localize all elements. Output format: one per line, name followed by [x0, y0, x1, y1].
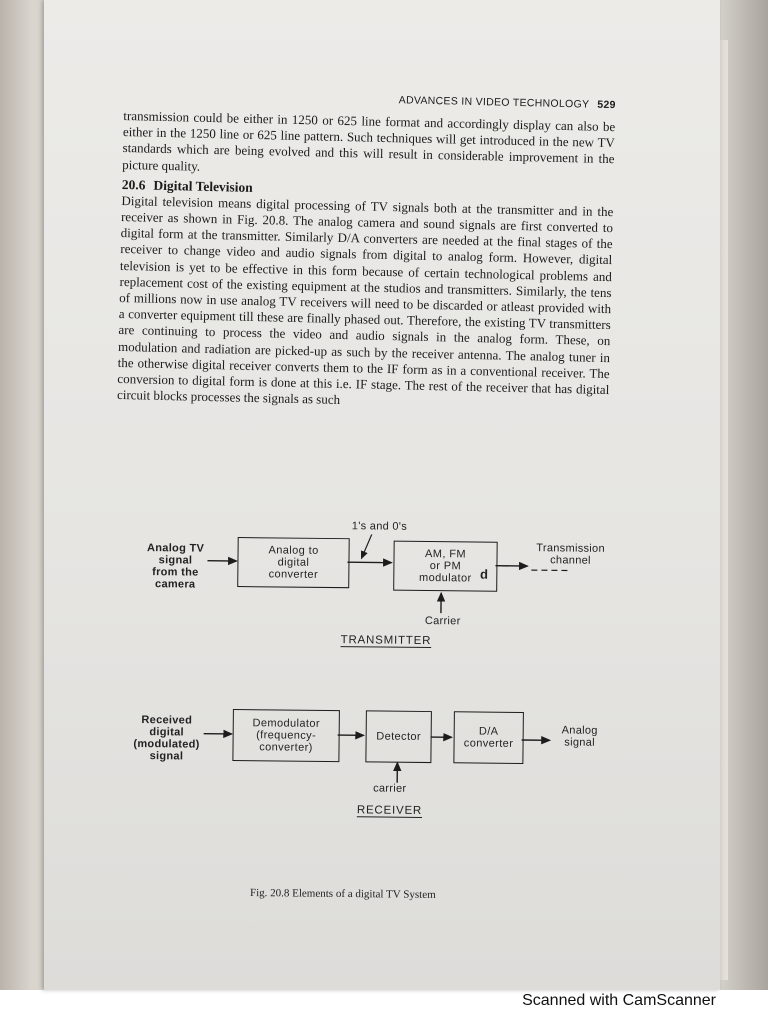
tx-carrier-label: Carrier — [424, 614, 461, 628]
demodulator-box: Demodulator (frequency- converter) — [232, 709, 340, 762]
page-text — [117, 88, 616, 415]
adc-box: Analog to digital converter — [237, 537, 350, 588]
figure-20-8 — [133, 510, 630, 845]
dac-box: D/A converter — [453, 711, 524, 764]
tx-output-label: Transmission channel — [536, 542, 605, 567]
camscanner-watermark: Scanned with CamScanner — [522, 992, 716, 1009]
transmitter-label: TRANSMITTER — [340, 634, 432, 648]
tx-input-label: Analog TV signal from the camera — [146, 542, 205, 591]
running-head-title: ADVANCES IN VIDEO TECHNOLOGY — [398, 94, 590, 111]
figure-caption: Fig. 20.8 Elements of a digital TV System — [249, 887, 436, 901]
bits-pointer — [362, 534, 372, 558]
rx-carrier-label: carrier — [373, 782, 407, 795]
page-number: 529 — [597, 98, 616, 112]
section-number: 20.6 — [121, 176, 146, 193]
section-title: Digital Television — [153, 177, 253, 195]
bits-label: 1's and 0's — [351, 520, 408, 533]
paragraph-1: transmission could be either in 1250 or 625 line format and accordingly display can also be either in the 1250 line or 625 line pattern. Such techniques will get introduced in the new TV standards which are being evolved and this will result in considerable improvement in the picture quality. — [122, 107, 616, 174]
receiver-label: RECEIVER — [356, 804, 423, 817]
rx-output-label: Analog signal — [561, 724, 598, 749]
paragraph-2: Digital television means digital processing of TV signals both at the transmitter and in the receiver as shown in Fig. 20.8. The analog camera and sound signals are first converted to digital form at the transmitter. Similarly D/A converters are needed at the final stages of the receiver to change video and audio signals from digital to analog form. However, digital television is yet to be effective in this form because of certain technological problems and replacement cost of the existing equipment at the studios and transmitters. Similarly, the tens of millions now in use analog TV receivers will need to be discarded or atleast provided with a converter equipment till these are finally phased out. Therefore, the existing TV transmitters are continuing to process the video and audio signals in the analog form. These, on modulation and radiation are picked-up as such by the receiver antenna. The analog tuner in the otherwise digital receiver converts them to the IF form as in a conventional receiver. The conversion to digital form is done at this i.e. IF stage. The rest of the receiver that has digital circuit blocks processes the signals as such — [116, 192, 614, 408]
detector-box: Detector — [365, 710, 432, 763]
modulator-mark: d — [479, 566, 489, 582]
rx-input-label: Received digital (modulated) signal — [133, 714, 200, 763]
modulator-box: AM, FM or PM modulator d — [393, 541, 498, 592]
